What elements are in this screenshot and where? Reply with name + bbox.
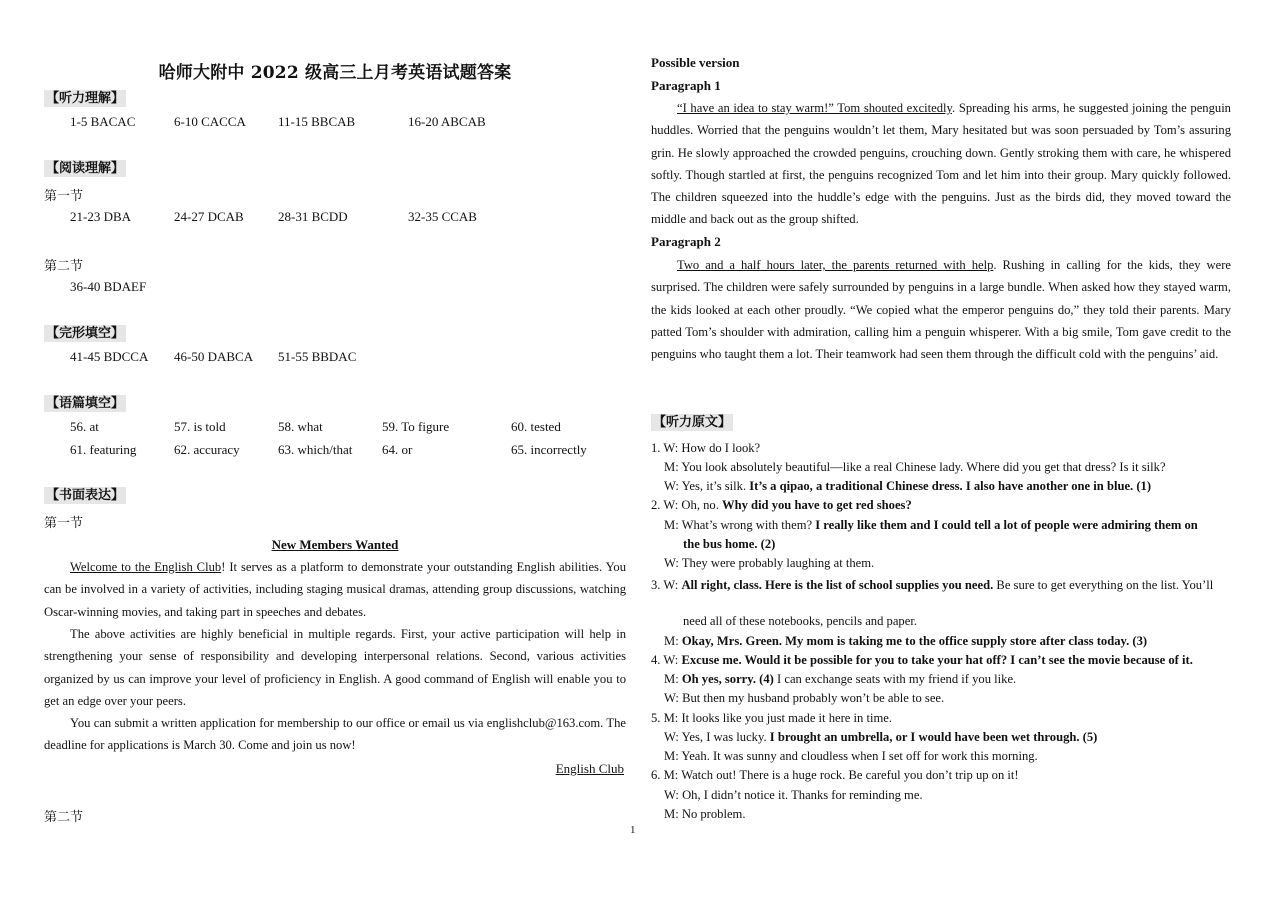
transcript-line xyxy=(651,576,1231,595)
transcript-line xyxy=(664,788,923,803)
answer-group: 46-50 DABCA xyxy=(174,349,254,364)
transcript-line xyxy=(683,614,917,629)
paragraph-text: The above activities are highly beneficial in multiple regards. First, your active participation will help in strengthening your sense of responsibility and developing interpersonal relations. Second, various activities organized by us can improve your level of proficiency in English. A good command of English will enable you to get an edge over your peers. xyxy=(44,627,626,708)
transcript-answer-text: Okay, Mrs. Green. My mom is taking me to the office supply store after class today. (3) xyxy=(681,634,1148,648)
transcript-text: W: But then my husband probably won’t be able to see. xyxy=(664,691,945,705)
answer-group: 32-35 CCAB xyxy=(408,209,477,224)
transcript-line xyxy=(651,768,1019,783)
transcript-text: M: No problem. xyxy=(664,807,746,821)
story-paragraph-1 xyxy=(651,97,1231,231)
transcript-line xyxy=(664,479,1151,494)
transcript-answer-text: Why did you have to get red shoes? xyxy=(722,498,912,512)
transcript-line xyxy=(664,556,874,571)
transcript-text: M: Yeah. It was sunny and cloudless when I set off for work this morning. xyxy=(664,749,1038,763)
answer-item: 65. incorrectly xyxy=(511,442,587,457)
given-sentence: “I have an idea to stay warm!” Tom shouted excitedly xyxy=(677,101,953,115)
section-header-reading: 【阅读理解】 xyxy=(46,161,125,176)
part-label: 第二节 xyxy=(44,810,84,825)
transcript-text: M: xyxy=(664,672,682,686)
answer-group: 16-20 ABCAB xyxy=(408,114,486,129)
transcript-text: 3. W: xyxy=(651,578,682,592)
transcript-answer-text: It’s a qipao, a traditional Chinese dress. I also have another one in blue. (1) xyxy=(749,479,1152,493)
transcript-text: 1. W: How do I look? xyxy=(651,441,761,455)
answer-item: 60. tested xyxy=(511,419,561,434)
part-label: 第一节 xyxy=(44,189,84,204)
transcript-text: W: Yes, it’s silk. xyxy=(664,479,750,493)
part-label: 第一节 xyxy=(44,516,84,531)
transcript-line xyxy=(651,498,912,513)
section-header-grammar: 【语篇填空】 xyxy=(46,396,125,411)
transcript-text: need all of these notebooks, pencils and paper. xyxy=(683,614,917,628)
section-header-transcript: 【听力原文】 xyxy=(653,415,732,430)
transcript-answer-text: I really like them and I could tell a lot of people were admiring them on xyxy=(815,518,1198,532)
section-header-cloze: 【完形填空】 xyxy=(46,326,125,341)
answer-group: 11-15 BBCAB xyxy=(278,114,356,129)
answer-item: 63. which/that xyxy=(278,442,353,457)
transcript-text: 4. W: xyxy=(651,653,682,667)
transcript-text: 5. M: It looks like you just made it here in time. xyxy=(651,711,892,725)
answer-group: 41-45 BDCCA xyxy=(70,349,149,364)
club-name: Welcome to the English Club xyxy=(70,560,222,574)
transcript-line xyxy=(664,672,1016,687)
paragraph-text: You can submit a written application for membership to our office or email us via englishclub@163.com. The deadline for applications is March 30. Come and join us now! xyxy=(44,716,626,753)
answer-item: 64. or xyxy=(382,442,413,457)
given-sentence: Two and a half hours later, the parents returned with help xyxy=(677,258,994,272)
transcript-text: M: What’s wrong with them? xyxy=(664,518,816,532)
section-header-listening: 【听力理解】 xyxy=(46,91,125,106)
notice-paragraph xyxy=(44,712,626,757)
transcript-text: Be sure to get everything on the list. You’ll xyxy=(993,578,1214,592)
notice-paragraph xyxy=(44,556,626,623)
paragraph-text: . Spreading his arms, he suggested joining the penguin huddles. Worried that the penguins wouldn’t let them, Mary hesitated but was soon persuaded by Tom’s assuring grin. He slowly approached the crowded penguins, crouching down. Gently stroking them with care, he whispered softly. Though startled at first, the penguins recognized Tom and let him into their group. Mary quickly followed. The children squeezed into the huddle’s edge with the penguins. Just as the birds did, they moved toward the middle and back out as the group shifted. xyxy=(651,101,1231,227)
paragraph-label: Paragraph 2 xyxy=(651,234,721,249)
page-title: 哈师大附中 2022 级高三上月考英语试题答案 xyxy=(158,63,512,83)
transcript-line xyxy=(664,691,944,706)
answer-item: 61. featuring xyxy=(70,442,137,457)
answer-item: 57. is told xyxy=(174,419,226,434)
transcript-answer-text: I brought an umbrella, or I would have been wet through. (5) xyxy=(769,730,1098,744)
transcript-line xyxy=(664,634,1147,649)
transcript-answer-text: the bus home. (2) xyxy=(683,537,776,551)
paragraph-label: Paragraph 1 xyxy=(651,78,721,93)
transcript-line xyxy=(664,749,1038,764)
notice-paragraph xyxy=(44,623,626,712)
transcript-text: W: They were probably laughing at them. xyxy=(664,556,875,570)
transcript-line xyxy=(651,441,760,456)
story-paragraph-2 xyxy=(651,254,1231,365)
transcript-line xyxy=(664,807,746,822)
answer-item: 62. accuracy xyxy=(174,442,240,457)
transcript-text: 6. M: Watch out! There is a huge rock. Be careful you don’t trip up on it! xyxy=(651,768,1019,782)
notice-title: New Members Wanted xyxy=(271,537,399,552)
answer-group: 24-27 DCAB xyxy=(174,209,244,224)
transcript-text: 2. W: Oh, no. xyxy=(651,498,723,512)
transcript-text: M: You look absolutely beautiful—like a real Chinese lady. Where did you get that dress? Is it silk? xyxy=(664,460,1166,474)
transcript-text: W: Oh, I didn’t notice it. Thanks for reminding me. xyxy=(664,788,923,802)
transcript-line xyxy=(664,518,1198,533)
transcript-line xyxy=(651,711,892,726)
transcript-text: W: Yes, I was lucky. xyxy=(664,730,770,744)
answer-item: 56. at xyxy=(70,419,99,434)
answer-group: 28-31 BCDD xyxy=(278,209,348,224)
part-label: 第二节 xyxy=(44,259,84,274)
transcript-line xyxy=(683,537,775,552)
transcript-line xyxy=(651,653,1193,668)
answer-item: 59. To figure xyxy=(382,419,450,434)
answer-group: 6-10 CACCA xyxy=(174,114,246,129)
paragraph-text: . Rushing in calling for the kids, they were surprised. The children were safely surrounded by penguins in a large bundle. When asked how they stayed warm, the kids looked at each other proudly. “We copied what the emperor penguins do,” they told their parents. Mary patted Tom’s shoulder with admiration, calling him a penguin whisperer. With a big smile, Tom gave credit to the penguins who taught them a lot. Their teamwork had seen them through the difficult cold with the penguins’ aid. xyxy=(651,258,1231,362)
answer-group: 51-55 BBDAC xyxy=(278,349,357,364)
transcript-line xyxy=(664,730,1097,745)
answer-group: 1-5 BACAC xyxy=(70,114,136,129)
transcript-line xyxy=(664,460,1166,475)
answer-group: 21-23 DBA xyxy=(70,209,132,224)
transcript-answer-text: Excuse me. Would it be possible for you to take your hat off? I can’t see the movie because of it. xyxy=(681,653,1193,667)
transcript-answer-text: All right, class. Here is the list of school supplies you need. xyxy=(681,578,994,592)
signature: English Club xyxy=(555,761,624,776)
section-header-writing: 【书面表达】 xyxy=(46,488,125,503)
answer-group: 36-40 BDAEF xyxy=(70,279,147,294)
transcript-text: I can exchange seats with my friend if you like. xyxy=(773,672,1017,686)
possible-version-label: Possible version xyxy=(651,55,740,70)
page-number: 1 xyxy=(630,824,636,836)
paragraph-text: ! It serves as a platform to demonstrate your outstanding English abilities. You can be involved in a variety of activities, including staging musical dramas, attending group discussions, watching Oscar-winning movies, and taking part in speeches and debates. xyxy=(44,560,626,619)
answer-item: 58. what xyxy=(278,419,323,434)
transcript-answer-text: Oh yes, sorry. (4) xyxy=(681,672,774,686)
transcript-text: M: xyxy=(664,634,682,648)
